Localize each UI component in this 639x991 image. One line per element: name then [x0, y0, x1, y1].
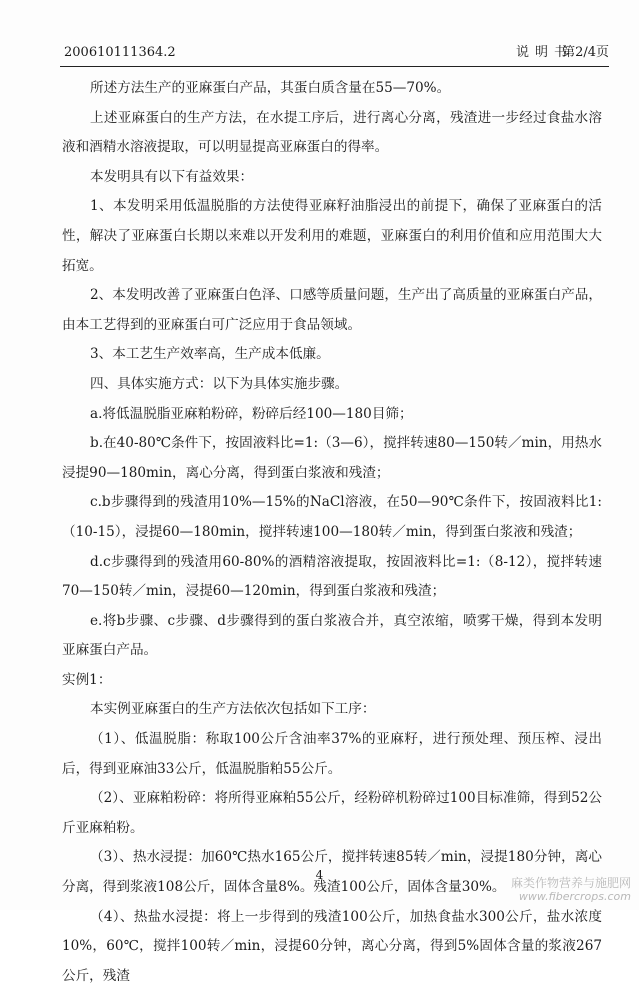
body-paragraph: （1）、低温脱脂：称取100公斤含油率37%的亚麻籽，进行预处理、预压榨、浸出后，得到亚麻油33公斤，低温脱脂粕55公斤。	[62, 731, 602, 777]
body-paragraph: （2）、亚麻粕粉碎：将所得亚麻粕55公斤，经粉碎机粉碎过100目标准筛，得到52公斤亚麻粕粉。	[62, 790, 602, 836]
page-number: 4	[315, 868, 324, 882]
body-paragraph: b.在40-80℃条件下，按固液料比=1:（3—6），搅拌转速80—150转／min，用热水浸提90—180min，离心分离，得到蛋白浆液和残渣；	[62, 435, 602, 481]
body-paragraph: （3）、热水浸提：加60℃热水165公斤，搅拌转速85转／min，浸提180分钟，离心分离，得到浆液108公斤，固体含量8%。残渣100公斤，固体含量30%。	[62, 849, 602, 896]
body-paragraph: d.c步骤得到的残渣用60-80%的酒精溶液提取，按固液料比=1:（8-12），搅拌转速70—150转／min，浸提60—120min，得到蛋白浆液和残渣；	[62, 553, 602, 600]
body-paragraph: e.将b步骤、c步骤、d步骤得到的蛋白浆液合并，真空浓缩，喷雾干燥，得到本发明亚麻蛋白产品。	[62, 612, 602, 659]
body-paragraph: c.b步骤得到的残渣用10%—15%的NaCl溶液，在50—90℃条件下，按固液料比1:（10-15），浸提60—180min，搅拌转速100—180转／min，得到蛋白浆液和残渣；	[62, 494, 602, 540]
document-body	[62, 74, 602, 991]
body-paragraph: 1、本发明采用低温脱脂的方法使得亚麻籽油脂浸出的前提下，确保了亚麻蛋白的活性，解决了亚麻蛋白长期以来难以开发利用的难题，亚麻蛋白的利用价值和应用范围大大拓宽。	[62, 198, 602, 274]
body-paragraph: a.将低温脱脂亚麻粕粉碎，粉碎后经100—180目筛；	[90, 405, 413, 422]
header-divider	[60, 66, 609, 67]
application-number: 200610111364.2	[64, 45, 176, 60]
body-paragraph: 上述亚麻蛋白的生产方法，在水提工序后，进行离心分离，残渣进一步经过食盐水溶液和酒精水溶液提取，可以明显提高亚麻蛋白的得率。	[62, 109, 602, 156]
page-header	[64, 44, 609, 62]
body-paragraph: 本实例亚麻蛋白的生产方法依次包括如下工序：	[90, 701, 376, 718]
body-paragraph: （4）、热盐水浸提：将上一步得到的残渣100公斤，加热食盐水300公斤，盐水浓度10%，60℃，搅拌100转／min，浸提60分钟，离心分离，得到5%固体含量的浆液267公斤，残渣	[62, 908, 602, 984]
page-indicator: 第2/4页	[562, 45, 609, 60]
document-type-label: 说明书	[516, 45, 574, 60]
body-paragraph: 3、本工艺生产效率高，生产成本低廉。	[90, 346, 330, 363]
watermark-url: www.fibercrops.com	[518, 890, 631, 903]
watermark-text: 麻类作物营养与施肥网	[510, 876, 631, 890]
body-paragraph: 所述方法生产的亚麻蛋白产品，其蛋白质含量在55—70%。	[90, 80, 451, 96]
watermark	[511, 876, 631, 904]
body-paragraph: 2、本发明改善了亚麻蛋白色泽、口感等质量问题，生产出了高质量的亚麻蛋白产品，由本工艺得到的亚麻蛋白可广泛应用于食品领域。	[62, 287, 602, 333]
body-paragraph: 实例1：	[62, 671, 112, 688]
body-paragraph: 本发明具有以下有益效果：	[90, 168, 254, 185]
body-paragraph: 四、具体实施方式：以下为具体实施步骤。	[90, 375, 349, 392]
